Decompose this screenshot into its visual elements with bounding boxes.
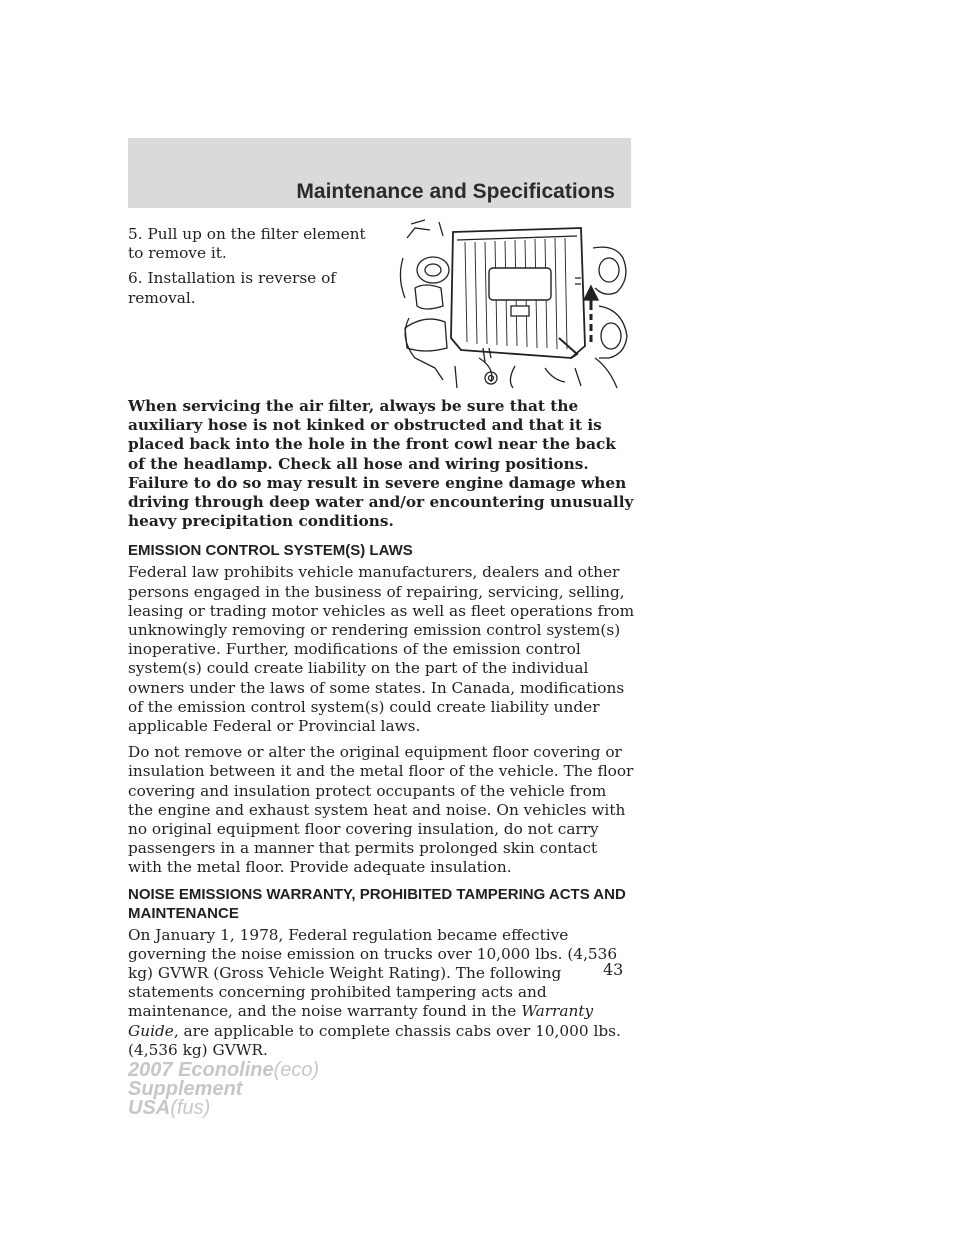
footer-market-code: (fus) [170,1097,211,1119]
footer-edition-info [128,1061,319,1118]
emission-laws-paragraph-1: Federal law prohibits vehicle manufacturers, dealers and other persons engaged in the business of repairing, servicing, selling, leasing or trading motor vehicles as well as fleet operations from unknowingly removing or rendering emission control system(s) inoperative. Further, modifications of the emission control system(s) could create liability on the part of the individual owners under the laws of some states. In Canada, modifications of the emission control system(s) could create liability under applicable Federal or Provincial laws. [128,563,635,736]
section-heading-emission-laws: EMISSION CONTROL SYSTEM(S) LAWS [128,542,413,560]
step-5: 5. Pull up on the filter element to remove it. [128,225,366,263]
noise-warranty-text-b: , are applicable to complete chassis cabs over 10,000 lbs. (4,536 kg) GVWR. [128,1021,621,1059]
page-number: 43 [603,960,624,979]
main-content [128,397,636,1067]
footer-model: 2007 Econoline [128,1059,274,1081]
warranty-guide-title: Warranty Guide [128,1002,594,1040]
page-header-title: Maintenance and Specifications [296,180,615,203]
footer-market: USA [128,1097,171,1119]
air-filter-warning: When servicing the air filter, always be sure that the auxiliary hose is not kinked or obstructed and that it is placed back into the hole in the front cowl near the back of the headlamp. Check all hose and wiring positions. Failure to do so may result in severe engine damage when driving through deep water and/or encountering unusually heavy precipitation conditions. [128,397,634,531]
intro-steps [128,225,383,314]
noise-warranty-paragraph [128,926,636,1060]
emission-laws-paragraph-2: Do not remove or alter the original equipment floor covering or insulation between it and the metal floor of the vehicle. The floor covering and insulation protect occupants of the vehicle from the engine and exhaust system heat and noise. On vehicles with no original equipment floor covering insulation, do not carry passengers in a manner that permits prolonged skin contact with the metal floor. Provide adequate insulation. [128,743,634,877]
footer-model-code: (eco) [273,1059,320,1081]
footer-supplement: Supplement [128,1078,243,1100]
air-filter-housing-illustration [395,218,631,390]
header-band [128,138,631,208]
section-heading-noise-warranty: NOISE EMISSIONS WARRANTY, PROHIBITED TAMPERING ACTS AND MAINTENANCE [128,885,626,922]
step-6: 6. Installation is reverse of removal. [128,269,336,307]
noise-warranty-text-a: On January 1, 1978, Federal regulation became effective governing the noise emission on trucks over 10,000 lbs. (4,536 kg) GVWR (Gross Vehicle Weight Rating). The following statements concerning prohibited tampering acts and maintenance, and the noise warranty found in the [128,925,618,1021]
